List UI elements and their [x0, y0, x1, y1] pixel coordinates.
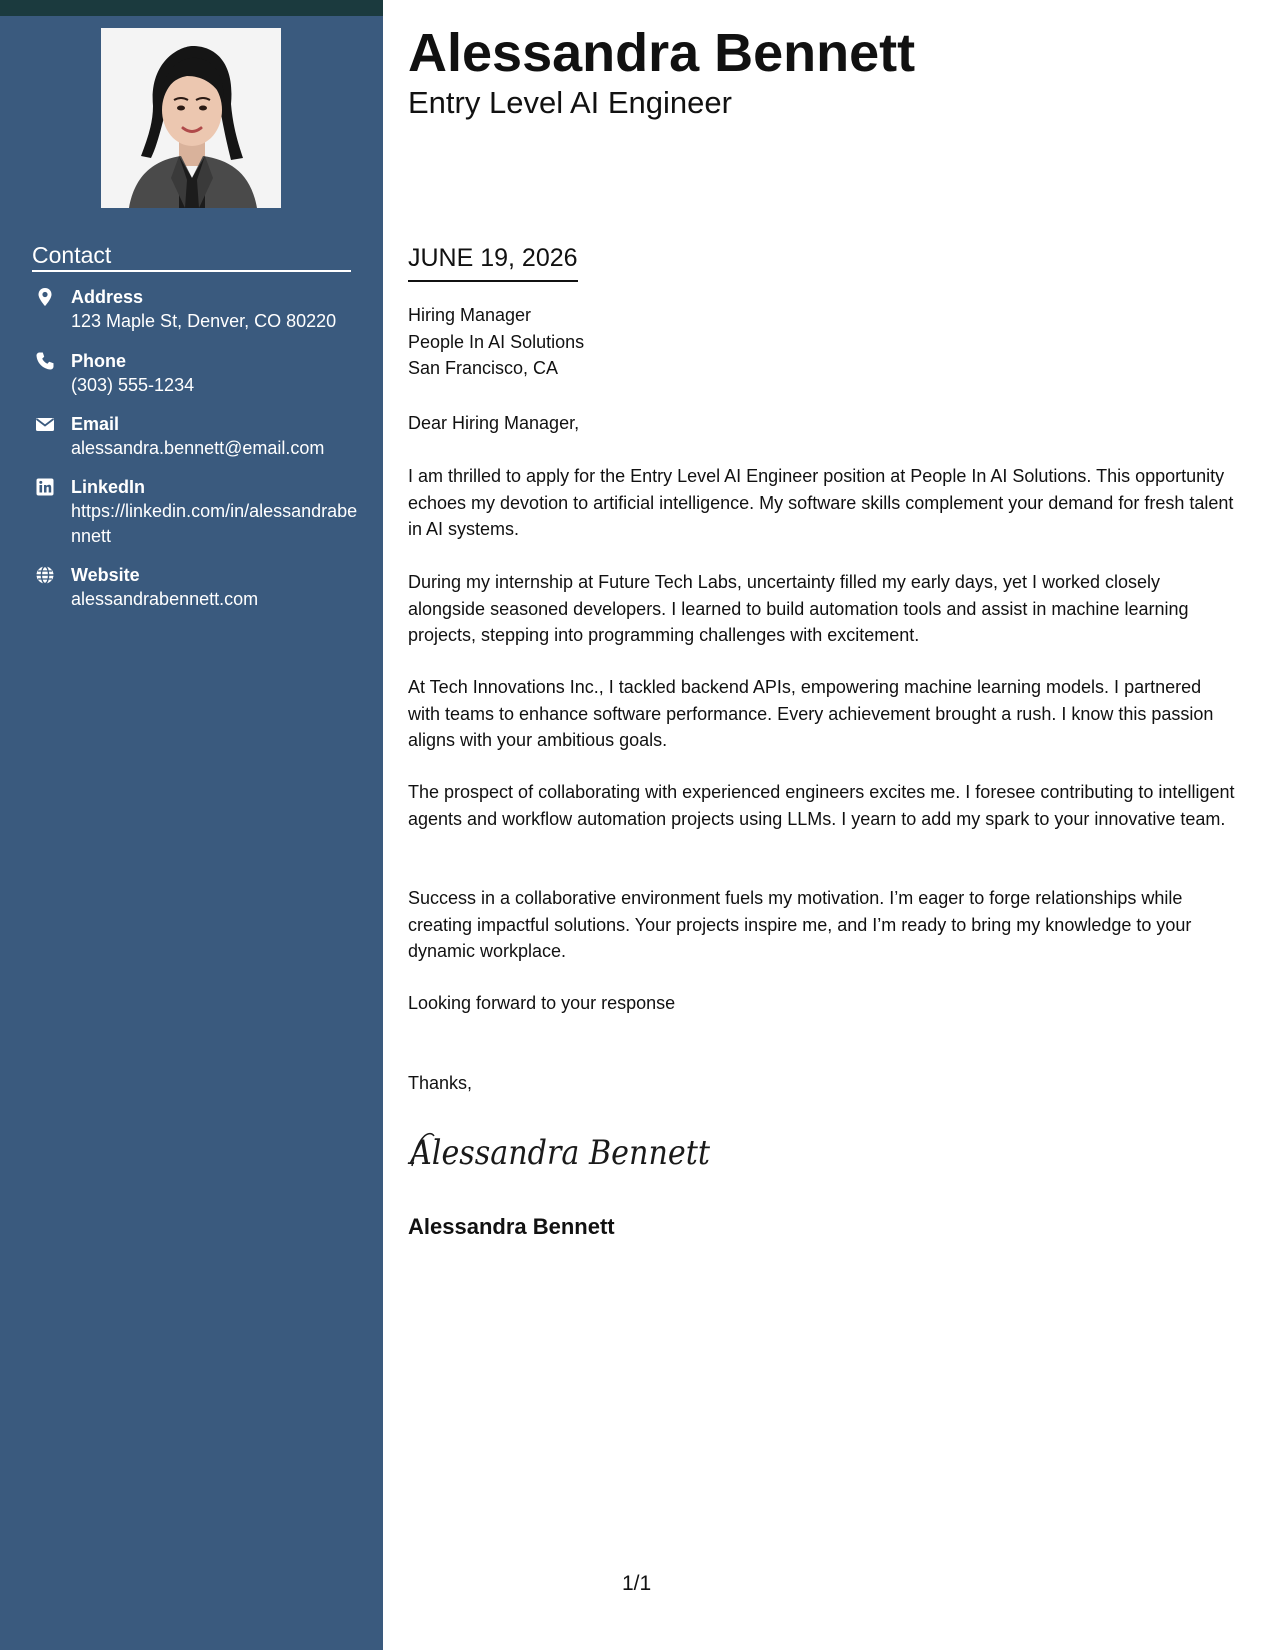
recipient-line: San Francisco, CA	[408, 358, 559, 378]
letter-paragraph: At Tech Innovations Inc., I tackled backend APIs, empowering machine learning models. I partnered with teams to enhance software performance. Every achievement brought a rush. I know this passion aligns with your ambitious goals.	[408, 677, 1214, 750]
contact-website	[32, 563, 352, 615]
salutation: Dear Hiring Manager,	[408, 413, 580, 433]
letter-date: JUNE 19, 2026	[408, 242, 578, 282]
letter-paragraph: Success in a collaborative environment fuels my motivation. I’m eager to forge relationships while creating impactful solutions. Your projects inspire me, and I’m ready to bring my knowledge to your dynamic workplace.	[408, 888, 1192, 961]
sign-off: Thanks,	[408, 1073, 473, 1093]
phone-icon	[35, 351, 55, 371]
profile-photo	[101, 28, 281, 208]
sidebar-top-bar	[0, 0, 383, 16]
signer-name: Alessandra Bennett	[408, 1214, 615, 1239]
signature-image	[407, 1124, 711, 1176]
website-value[interactable]: alessandrabennett.com	[71, 589, 259, 609]
contact-label: Address	[71, 287, 144, 307]
contact-address	[32, 285, 352, 337]
recipient-line: Hiring Manager	[408, 305, 532, 325]
svg-text:Alessandra Bennett: Alessandra Bennett	[407, 1133, 711, 1173]
contact-linkedin	[32, 475, 358, 551]
phone-value: (303) 555-1234	[71, 375, 195, 395]
job-title: Entry Level AI Engineer	[408, 85, 732, 120]
recipient-line: People In AI Solutions	[408, 332, 585, 352]
email-icon	[35, 414, 55, 434]
contact-phone	[32, 349, 352, 401]
page-number: 1/1	[622, 1572, 652, 1595]
linkedin-icon	[35, 477, 55, 497]
location-pin-icon	[35, 287, 55, 307]
contact-heading: Contact	[32, 240, 351, 272]
applicant-name: Alessandra Bennett	[408, 23, 916, 83]
letter-paragraph: I am thrilled to apply for the Entry Level AI Engineer position at People In AI Solutions. This opportunity echoes my devotion to artificial intelligence. My software skills complement your demand for fresh talent in AI systems.	[408, 466, 1234, 539]
contact-email	[32, 412, 352, 464]
address-value: 123 Maple St, Denver, CO 80220	[71, 311, 337, 331]
email-value[interactable]: alessandra.bennett@email.com	[71, 438, 325, 458]
contact-label: Website	[71, 565, 140, 585]
globe-icon	[35, 565, 55, 585]
contact-label: Email	[71, 414, 120, 434]
linkedin-value[interactable]: https://linkedin.com/in/alessandrabennett	[71, 501, 358, 546]
contact-label: Phone	[71, 351, 127, 371]
contact-label: LinkedIn	[71, 477, 146, 497]
sidebar	[0, 0, 383, 1650]
letter-paragraph: The prospect of collaborating with experienced engineers excites me. I foresee contributing to intelligent agents and workflow automation projects using LLMs. I yearn to add my spark to your innovative team.	[408, 782, 1235, 829]
closing-line: Looking forward to your response	[408, 993, 676, 1013]
letter-paragraph: During my internship at Future Tech Labs, uncertainty filled my early days, yet I worked closely alongside seasoned developers. I learned to build automation tools and assist in machine learning projects, stepping into programming challenges with excitement.	[408, 572, 1189, 645]
